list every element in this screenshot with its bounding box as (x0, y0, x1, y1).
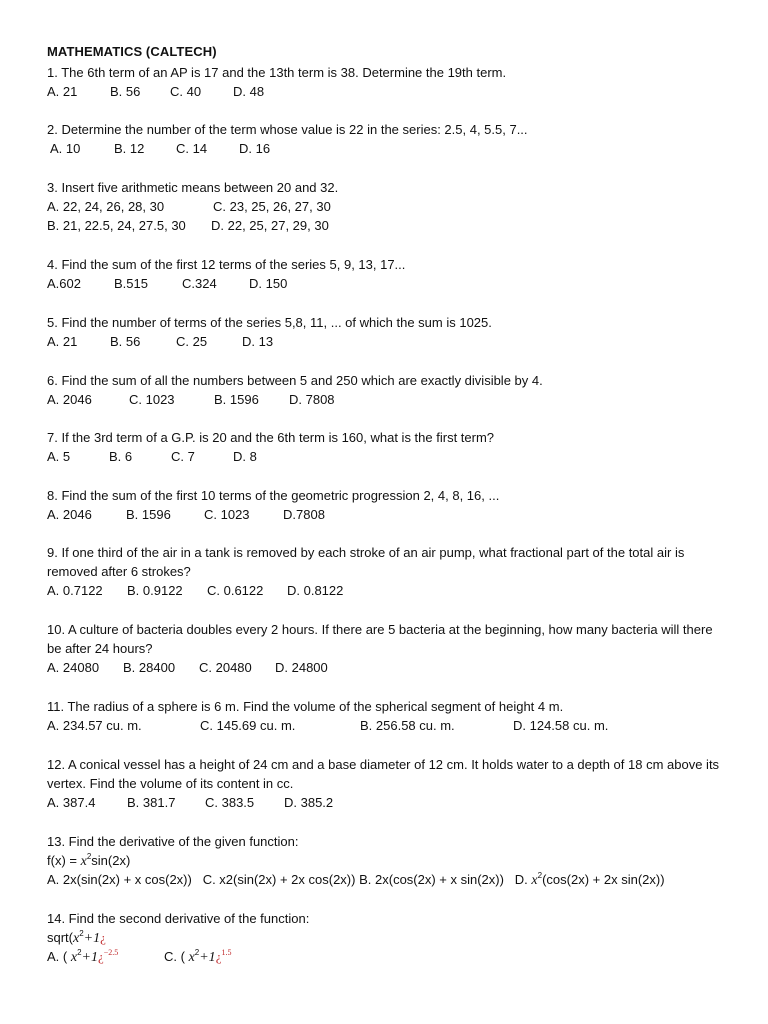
answer-options (47, 447, 727, 466)
function-exponent: 2 (79, 929, 84, 938)
option-a (47, 947, 118, 967)
option-a: A.602 (47, 276, 81, 291)
broken-glyph: ¿ (215, 949, 222, 964)
question-2 (47, 120, 727, 158)
option-d: D. 0.8122 (287, 583, 344, 598)
option-d: D. 22, 25, 27, 29, 30 (211, 218, 329, 233)
option-d: D. 13 (242, 334, 274, 349)
question-stem: 2. Determine the number of the term whose value is 22 in the series: 2.5, 4, 5.5, 7... (47, 122, 528, 137)
option-c-power: 1.5 (221, 948, 232, 957)
option-a: A. 21 (47, 334, 78, 349)
option-a: A. 2046 (47, 507, 92, 522)
option-c: C. 25 (176, 334, 208, 349)
option-c: C. 383.5 (205, 795, 255, 810)
option-a: A. 21 (47, 84, 78, 99)
option-a: A. 2046 (47, 392, 92, 407)
option-b: B. 28400 (123, 660, 176, 675)
question-stem: 1. The 6th term of an AP is 17 and the 13th term is 38. Determine the 19th term. (47, 65, 507, 80)
question-12 (47, 755, 727, 812)
answer-options (47, 139, 727, 158)
question-9 (47, 543, 727, 600)
option-a: A. 234.57 cu. m. (47, 718, 142, 733)
question-stem: 11. The radius of a sphere is 6 m. Find the volume of the spherical segment of height 4 m. (47, 699, 564, 714)
answer-options (47, 197, 727, 235)
option-c: C. 14 (176, 141, 208, 156)
option-b: B. 21, 22.5, 24, 27.5, 30 (47, 218, 186, 233)
function-plus-term: +1 (83, 931, 101, 946)
function-variable: x (73, 931, 80, 946)
question-10 (47, 620, 727, 677)
function-rest: sin(2x) (91, 853, 131, 868)
option-c: C. 23, 25, 26, 27, 30 (213, 199, 331, 214)
option-c-prefix: C. ( (164, 949, 189, 964)
question-7 (47, 428, 727, 466)
option-c: C. 1023 (204, 507, 250, 522)
answer-options (47, 581, 727, 600)
question-5 (47, 313, 727, 351)
function-expression (47, 928, 727, 947)
option-c: C.324 (182, 276, 217, 291)
option-d: D. 16 (239, 141, 271, 156)
answer-options (47, 793, 727, 812)
option-b: B. 2x(cos(2x) + x sin(2x)) (359, 872, 504, 887)
option-a-plus-term: +1 (81, 950, 98, 965)
option-c: C. 7 (171, 449, 195, 464)
question-4 (47, 255, 727, 293)
question-stem: 3. Insert five arithmetic means between 20 and 32. (47, 180, 339, 195)
option-a: A. 10 (50, 141, 81, 156)
function-prefix: sqrt( (47, 930, 73, 945)
question-1 (47, 63, 727, 101)
option-a: A. 0.7122 (47, 583, 103, 598)
page-title: MATHEMATICS (CALTECH) (47, 44, 217, 59)
option-b: B. 0.9122 (127, 583, 183, 598)
option-a-power: −2.5 (103, 948, 119, 957)
option-c-plus-term: +1 (199, 950, 216, 965)
option-c: C. 1023 (129, 392, 175, 407)
question-stem: 12. A conical vessel has a height of 24 cm and a base diameter of 12 cm. It holds water to a depth of 18 cm above its vertex. Find the volume of its content in cc. (47, 757, 720, 791)
broken-glyph: ¿ (100, 930, 106, 945)
option-d-rest: (cos(2x) + 2x sin(2x)) (542, 872, 665, 887)
option-b: B. 256.58 cu. m. (360, 718, 455, 733)
option-d: D. 385.2 (284, 795, 334, 810)
question-stem: 10. A culture of bacteria doubles every 2 hours. If there are 5 bacteria at the beginning, how many bacteria will there be after 24 hours? (47, 622, 713, 656)
answer-options (47, 658, 727, 677)
option-a-prefix: A. ( (47, 949, 71, 964)
function-expression (47, 851, 727, 870)
answer-options (47, 332, 727, 351)
question-6 (47, 371, 727, 409)
option-d: D. 7808 (289, 392, 335, 407)
option-c: C. x2(sin(2x) + 2x cos(2x)) (202, 872, 356, 887)
option-b: B. 56 (110, 84, 141, 99)
option-b: B. 381.7 (127, 795, 176, 810)
option-b: B. 12 (114, 141, 145, 156)
question-stem: 4. Find the sum of the first 12 terms of the series 5, 9, 13, 17... (47, 257, 406, 272)
option-d-prefix: D. (514, 872, 532, 887)
option-d-exponent: 2 (537, 871, 543, 880)
answer-options (47, 82, 727, 101)
option-c-exponent: 2 (194, 948, 200, 957)
answer-options (47, 274, 727, 293)
option-d (515, 872, 665, 887)
option-c (164, 947, 231, 967)
question-stem: 13. Find the derivative of the given function: (47, 834, 299, 849)
question-stem: 14. Find the second derivative of the function: (47, 911, 310, 926)
option-a-variable: x (70, 950, 78, 965)
option-a: A. 5 (47, 449, 71, 464)
question-13 (47, 832, 727, 889)
option-c: C. 0.6122 (207, 583, 264, 598)
answer-options (47, 390, 727, 409)
answer-options (47, 947, 727, 966)
option-c: C. 20480 (199, 660, 252, 675)
option-d: D. 48 (233, 84, 265, 99)
function-exponent: 2 (86, 852, 92, 861)
option-d: D. 24800 (275, 660, 328, 675)
option-a-exponent: 2 (77, 948, 82, 957)
answer-options (47, 870, 727, 889)
option-c: C. 40 (170, 84, 202, 99)
answer-options (47, 716, 727, 735)
option-b: B. 56 (110, 334, 141, 349)
question-8 (47, 486, 727, 524)
question-stem: 7. If the 3rd term of a G.P. is 20 and the 6th term is 160, what is the first term? (47, 430, 495, 445)
question-stem: 6. Find the sum of all the numbers between 5 and 250 which are exactly divisible by 4. (47, 373, 543, 388)
option-d: D.7808 (283, 507, 325, 522)
option-c-variable: x (188, 950, 195, 965)
option-d: D. 150 (249, 276, 288, 291)
question-stem: 5. Find the number of terms of the series 5,8, 11, ... of which the sum is 1025. (47, 315, 492, 330)
option-d: D. 8 (233, 449, 257, 464)
function-prefix: f(x) = (47, 853, 81, 868)
question-3 (47, 178, 727, 235)
question-14 (47, 909, 727, 966)
option-a: A. 387.4 (47, 795, 96, 810)
option-d-variable: x (531, 873, 538, 888)
option-b: B. 1596 (126, 507, 171, 522)
option-c: C. 145.69 cu. m. (200, 718, 296, 733)
answer-options (47, 505, 727, 524)
question-stem: 8. Find the sum of the first 10 terms of the geometric progression 2, 4, 8, 16, ... (47, 488, 500, 503)
question-11 (47, 697, 727, 735)
option-a: A. 24080 (47, 660, 100, 675)
option-b: B. 1596 (214, 392, 259, 407)
option-a: A. 22, 24, 26, 28, 30 (47, 199, 165, 214)
question-stem: 9. If one third of the air in a tank is removed by each stroke of an air pump, what fractional part of the total air is removed after 6 strokes? (47, 545, 685, 579)
option-b: B.515 (114, 276, 148, 291)
broken-glyph: ¿ (97, 949, 104, 964)
option-b: B. 6 (109, 449, 133, 464)
option-a: A. 2x(sin(2x) + x cos(2x)) (47, 872, 192, 887)
option-d: D. 124.58 cu. m. (513, 718, 609, 733)
function-variable: x (80, 854, 87, 869)
